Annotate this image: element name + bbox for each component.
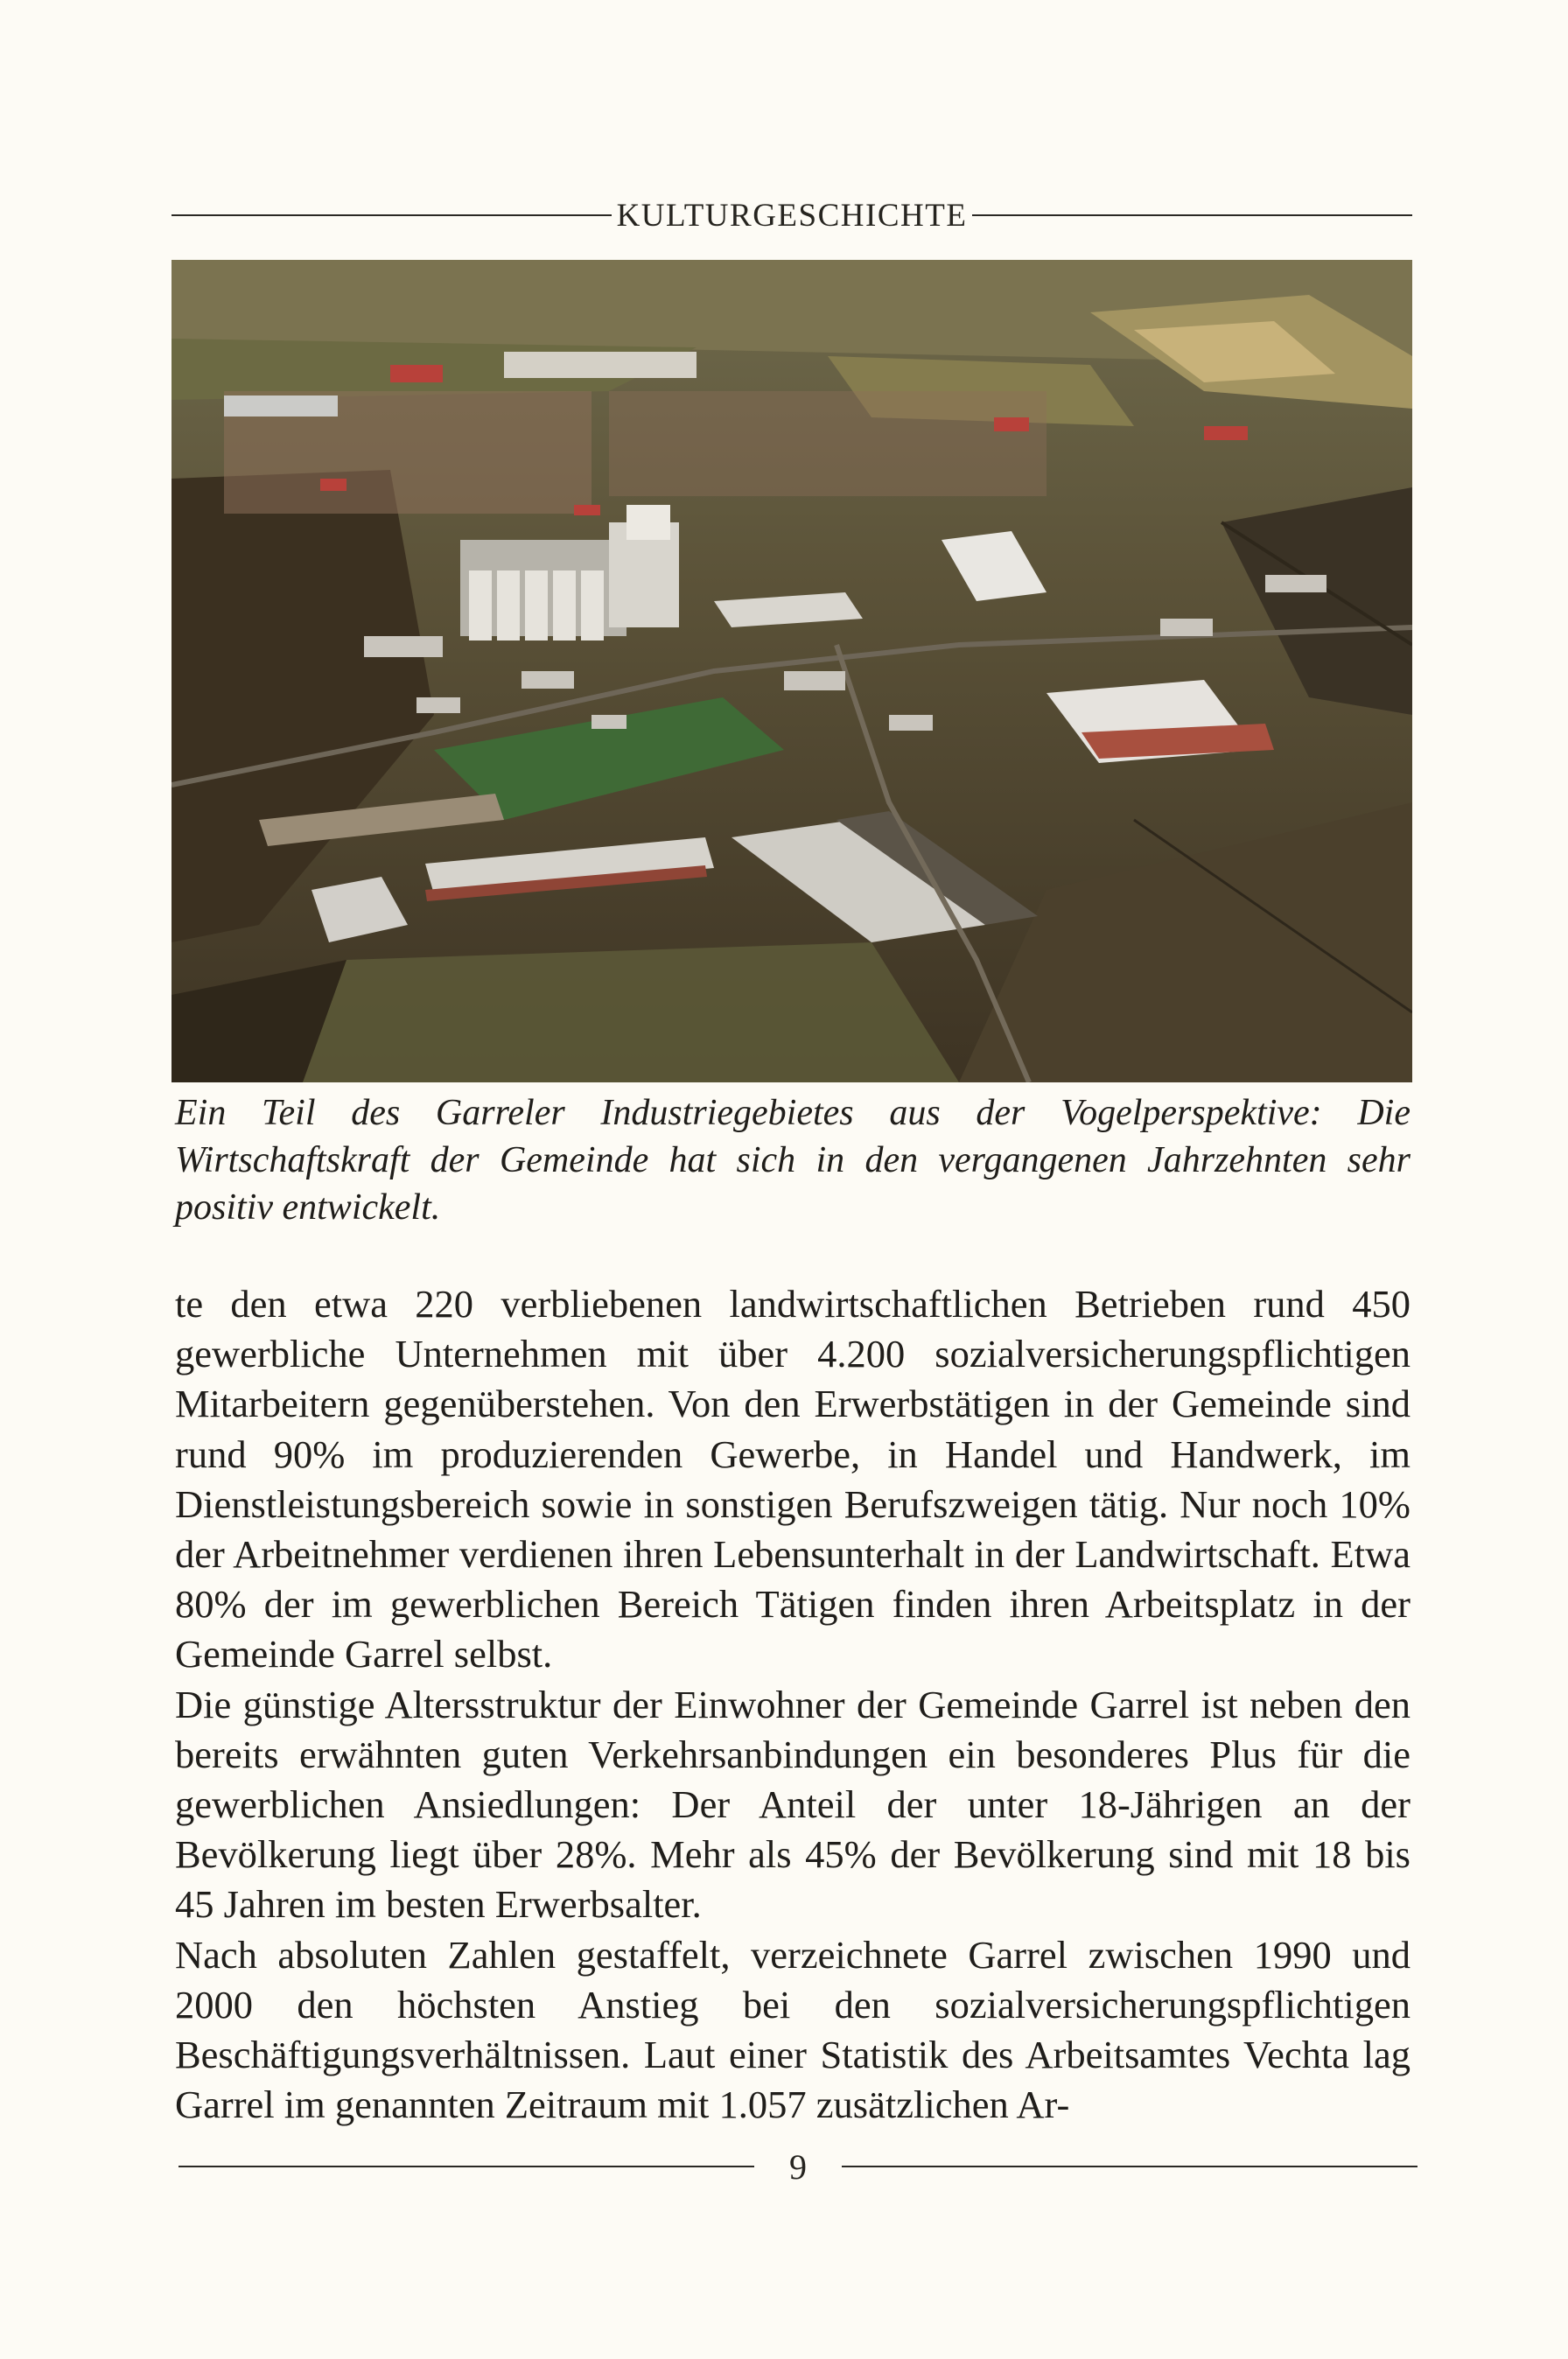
photo-caption: Ein Teil des Garreler Industriegebietes aus der Vogelperspektive: Die Wirtschaftskraft der Gemeinde hat sich in den vergangenen Jahrzehnten sehr positiv entwickelt. <box>175 1093 1410 1228</box>
page-number: 9 <box>789 2146 807 2187</box>
header-rule-right <box>972 214 1412 216</box>
page-footer <box>178 2144 1418 2189</box>
running-header <box>172 191 1412 240</box>
aerial-industrial-area-photo-icon <box>172 260 1412 1082</box>
aerial-photo <box>172 260 1412 1082</box>
footer-rule-left <box>178 2166 754 2167</box>
paragraph: Die günstige Altersstruktur der Einwohner der Gemeinde Garrel ist neben den bereits erwähnten guten Verkehrsanbindungen ein besonderes Plus für die gewerblichen Ansiedlungen: Der Anteil der unter 18-Jährigen an der Bevölkerung liegt über 28%. Mehr als 45% der Bevölkerung sind mit 18 bis 45 Jahren im besten Erwerbsalter. <box>175 1682 1410 1927</box>
body-text <box>175 1279 1410 2130</box>
footer-rule-right <box>842 2166 1418 2167</box>
header-title: KULTURGESCHICHTE <box>616 197 968 234</box>
paragraph: te den etwa 220 verbliebenen landwirtschaftlichen Betrieben rund 450 gewerbliche Unternehmen mit über 4.200 sozialversicherungspflichtigen Mitarbeitern gegenüberstehen. Von den Erwerbstätigen in der Gemeinde sind rund 90% im produzierenden Gewerbe, in Handel und Handwerk, im Dienstleistungsbereich sowie in sonstigen Berufszweigen tätig. Nur noch 10% der Arbeitnehmer verdienen ihren Lebensunterhalt in der Landwirtschaft. Etwa 80% der im gewerblichen Bereich Tätigen finden ihren Arbeitsplatz in der Gemeinde Garrel selbst. <box>175 1282 1410 1676</box>
header-rule-left <box>172 214 612 216</box>
paragraph: Nach absoluten Zahlen gestaffelt, verzeichnete Garrel zwischen 1990 und 2000 den höchsten Anstieg bei den sozialversicherungspflichtigen Beschäftigungsverhältnissen. Laut einer Statistik des Arbeitsamtes Vechta lag Garrel im genannten Zeitraum mit 1.057 zusätzlichen Ar- <box>175 1932 1410 2127</box>
